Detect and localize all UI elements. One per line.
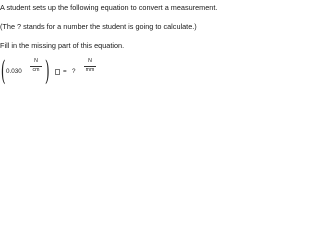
unit-fraction-1 — [30, 59, 42, 74]
measurement-value: 0.030 — [6, 68, 22, 75]
equals-sign: = — [63, 68, 67, 75]
left-parenthesis: ( — [0, 56, 6, 87]
prompt-line-1: A student sets up the following equation to convert a measurement. — [0, 3, 218, 12]
conversion-equation — [0, 57, 110, 89]
fraction-2-numerator: N — [88, 58, 92, 64]
prompt-line-2: (The ? stands for a number the student is going to calculate.) — [0, 22, 197, 31]
missing-factor-input[interactable] — [55, 69, 60, 75]
fraction-2-denominator: mm — [85, 67, 95, 73]
right-parenthesis: ) — [44, 56, 50, 87]
unknown-value: ? — [72, 68, 76, 75]
fraction-1-numerator: N — [34, 58, 38, 64]
fraction-1-denominator: cm — [32, 67, 40, 73]
prompt-line-3: Fill in the missing part of this equation. — [0, 41, 125, 50]
unit-fraction-2 — [84, 59, 96, 74]
